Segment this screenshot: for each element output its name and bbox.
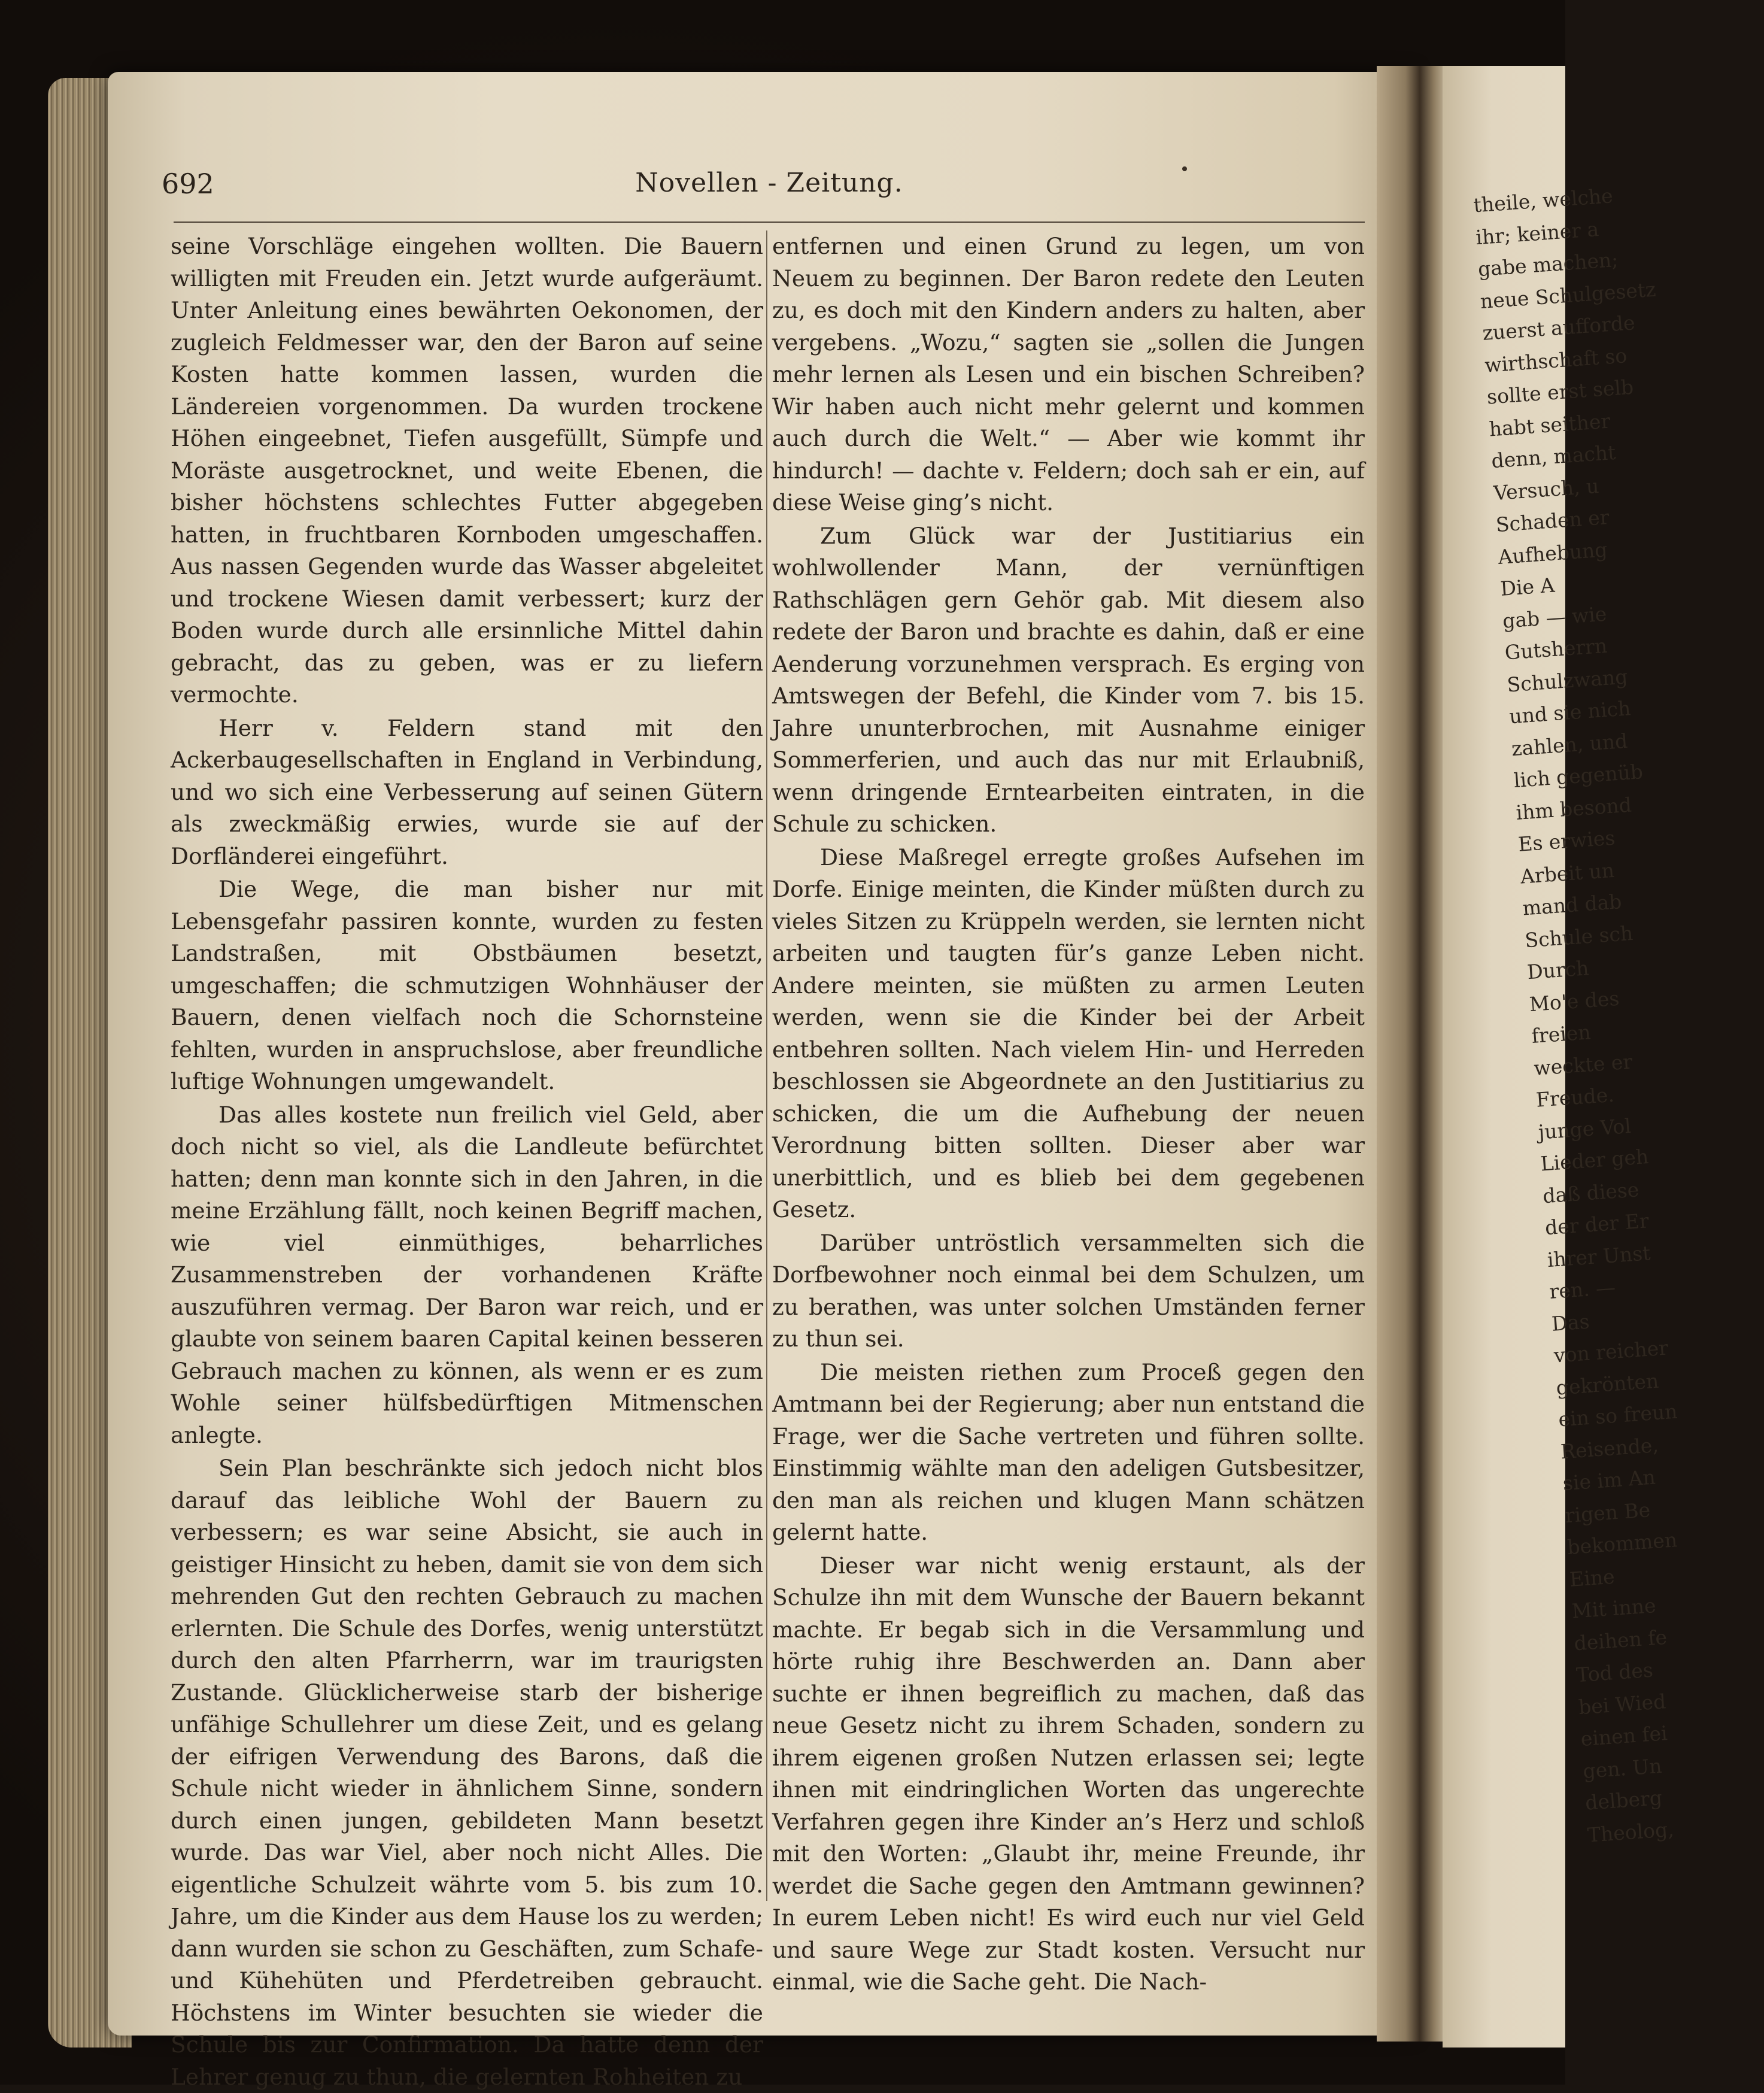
facing-page-line: Durch — [1526, 956, 1590, 984]
facing-page-line: und sie nich — [1508, 696, 1632, 729]
facing-page-line: Die A — [1499, 573, 1556, 600]
facing-page-line: Versuch, u — [1492, 474, 1600, 505]
paragraph: Dieser war nicht wenig erstaunt, als der Schulze ihn mit dem Wunsche der Bauern bekannt machte. Er begab sich in die Versammlung und hörte ruhig ihre Beschwerden an. Dann aber suchte er ihnen begreiflich zu machen, daß das neue Gesetz nicht zu ihrem Schaden, sondern zu ihrem eigenen großen Nutzen erlassen sei; legte ihnen mit eindringlichen Worten das ungerechte Verfahren gegen ihre Kinder an’s Herz und schloß mit den Worten: „Glaubt ihr, meine Freunde, ihr werdet die Sache gegen den Amtmann gewinnen? In eurem Leben nicht! Es wird euch nur viel Geld und saure Wege zur Stadt kosten. Versucht nur einmal, wie die Sache geht. Die Nach- — [772, 1552, 1365, 1995]
paragraph: Das alles kostete nun freilich viel Geld, aber doch nicht so viel, als die Landleute befürchtet hatten; denn man konnte sich in den Jahren, in die meine Erzählung fällt, noch keinen Begriff machen, wie viel einmüthiges, beharrliches Zusammenstreben der vorhandenen Kräfte auszuführen vermag. Der Baron war reich, und er glaubte von seinem baaren Capital keinen besseren Gebrauch machen zu können, als wenn er es zum Wohle seiner hülfsbedürftigen Mitmenschen anlegte. — [171, 1101, 763, 1448]
facing-page-line: rigen Be — [1564, 1497, 1651, 1527]
paragraph: Die Wege, die man bisher nur mit Lebensgefahr passiren konnte, wurden zu festen Landstraßen, mit Obstbäumen besetzt, umgeschaffen; die schmutzigen Wohnhäuser der Bauern, denen vielfach noch die Schornsteine fehlten, wurden in anspruchslose, aber freundliche luftige Wohnungen umgewandelt. — [171, 876, 763, 1094]
facing-page-line: Arbeit un — [1519, 858, 1616, 888]
facing-page-line: Mit inne — [1571, 1593, 1657, 1623]
facing-page-line: der der Er — [1544, 1209, 1650, 1240]
facing-page-line: ein so freun — [1557, 1399, 1678, 1431]
facing-page-line: deihen fe — [1573, 1625, 1668, 1655]
paragraph: Darüber untröstlich versammelten sich die Dorfbewohner noch einmal bei dem Schulzen, um zu berathen, was unter solchen Umständen ferner zu thun sei. — [772, 1229, 1365, 1352]
facing-page-line: mand dab — [1522, 890, 1623, 920]
facing-page-line: gen. Un — [1582, 1754, 1663, 1783]
facing-page — [1443, 66, 1678, 2048]
facing-page-line: Reisende, — [1559, 1433, 1660, 1463]
facing-page-line: Schule sch — [1524, 921, 1634, 952]
facing-page-line: sie im An — [1562, 1465, 1656, 1496]
facing-page-line: freien — [1531, 1020, 1592, 1048]
header-rule — [174, 222, 1365, 223]
facing-page-line: delberg — [1584, 1785, 1663, 1815]
facing-page-line: Schaden er — [1495, 505, 1610, 537]
facing-page-line: gekrönten — [1555, 1369, 1660, 1400]
journal-title: Novellen - Zeitung. — [635, 168, 903, 198]
page-number: 692 — [162, 168, 214, 200]
facing-page-line: Aufhebung — [1497, 537, 1608, 569]
facing-page-line: denn, macht — [1490, 440, 1617, 473]
facing-page-line: junge Vol — [1537, 1114, 1632, 1144]
facing-page-line: zahlen, und — [1510, 729, 1629, 760]
paragraph: Zum Glück war der Justitiarius ein wohlwollender Mann, der vernünftigen Rathschlägen gern Gehör gab. Mit diesem also redete der Baron und brachte es dahin, daß er eine Aenderung vorzunehmen versprach. Es erging von Amtswegen der Befehl, die Kinder vom 7. bis 15. Jahre ununterbrochen, mit Ausnahme einiger Sommerferien, und auch das nur mit Erlaubniß, wenn dringende Erntearbeiten eintraten, in die Schule zu schicken. — [772, 522, 1365, 837]
column-divider — [766, 230, 767, 1901]
facing-page-text — [1443, 177, 1764, 1853]
paragraph: Die meisten riethen zum Proceß gegen den Amtmann bei der Regierung; aber nun entstand die Frage, wer die Sache vertreten und führen sollte. Einstimmig wählte man den adeligen Gutsbesitzer, den man als reichen und klugen Mann schätzen gelernt hatte. — [772, 1358, 1365, 1545]
facing-page-line: theile, welche — [1472, 184, 1614, 217]
right-column — [772, 230, 1365, 1995]
left-column — [171, 230, 763, 2090]
book-gutter — [1377, 66, 1449, 2042]
paragraph: seine Vorschläge eingehen wollten. Die Bauern willigten mit Freuden ein. Jetzt wurde aufgeräumt. Unter Anleitung eines bewährten Oekonomen, der zugleich Feldmesser war, den der Baron auf seine Kosten hatte kommen lassen, wurden die Ländereien vorgenommen. Da wurden trockene Höhen eingeebnet, Tiefen ausgefüllt, Sümpfe und Moräste ausgetrocknet, und weite Ebenen, die bisher höchstens schlechtes Futter abgegeben hatten, in fruchtbaren Kornboden umgeschaffen. Aus nassen Gegenden wurde das Wasser abgeleitet und trockene Wiesen damit verbessert; kurz der Boden wurde durch alle ersinnliche Mittel dahin gebracht, das zu geben, was er zu liefern vermochte. — [171, 233, 763, 708]
paragraph: Sein Plan beschränkte sich jedoch nicht blos darauf das leibliche Wohl der Bauern zu verbessern; es war seine Absicht, sie auch in geistiger Hinsicht zu heben, damit sie von dem sich mehrenden Gut den rechten Gebrauch zu machen erlernten. Die Schule des Dorfes, wenig unterstützt durch den alten Pfarrherrn, war im traurigsten Zustande. Glücklicherweise starb der bisherige unfähige Schullehrer um diese Zeit, und es gelang der eifrigen Verwendung des Barons, daß die Schule nicht wieder in ähnlichem Sinne, sondern durch einen jungen, gebildeten Mann besetzt wurde. Das war Viel, aber noch nicht Alles. Die eigentliche Schulzeit währte vom 5. bis zum 10. Jahre, um die Kinder aus dem Hause los zu werden; dann wurden sie schon zu Geschäften, zum Schafe- und Kühehüten und Pferdetreiben gebraucht. Höchstens im Winter besuchten sie wieder die Schule bis zur Confirmation. Da hatte denn der Lehrer genug zu thun, die gelernten Rohheiten zu — [171, 1455, 763, 2090]
facing-page-line: gabe machen; — [1477, 247, 1619, 281]
paragraph: entfernen und einen Grund zu legen, um von Neuem zu beginnen. Der Baron redete den Leuten zu, es doch mit den Kindern anders zu halten, aber vergebens. „Wozu,“ sagten sie „sollen die Jungen mehr lernen als Lesen und ein bischen Schreiben? Wir haben auch nicht mehr gelernt und kommen auch durch die Welt.“ — Aber wie kommt ihr hindurch! — dachte v. Feldern; doch sah er ein, auf diese Weise ging’s nicht. — [772, 233, 1365, 515]
paragraph: Herr v. Feldern stand mit den Ackerbaugesellschaften in England in Verbindung, und wo sich eine Verbesserung auf seinen Gütern als zweckmäßig erwies, wurde sie auf der Dorfländerei eingeführt. — [171, 714, 763, 869]
facing-page-line: ren. — — [1549, 1275, 1617, 1303]
paragraph: Diese Maßregel erregte großes Aufsehen im Dorfe. Einige meinten, die Kinder müßten durch zu vieles Sitzen zu Krüppeln werden, sie lernten nicht arbeiten und taugten für’s ganze Leben nicht. Andere meinten, sie müßten zu armen Leuten werden, wenn sie die Kinder bei der Arbeit entbehren sollten. Nach vielem Hin- und Herreden beschlossen sie Abgeordnete an den Justitiarius zu schicken, die um die Aufhebung der neuen Verordnung bitten sollten. Dieser aber war unerbittlich, und es blieb bei dem gegebenen Gesetz. — [772, 844, 1365, 1223]
facing-page-line: habt seither — [1488, 408, 1611, 441]
facing-page-line: bei Wied — [1577, 1689, 1667, 1719]
facing-page-line: ihm besond — [1515, 793, 1632, 824]
facing-page-line: Theolog, — [1586, 1817, 1675, 1847]
facing-page-line: Gutsherrn — [1504, 633, 1608, 665]
facing-page-line: gab — wie — [1501, 602, 1608, 633]
facing-page-line: daß diese — [1542, 1177, 1640, 1208]
facing-page-line: von reicher — [1553, 1336, 1669, 1367]
facing-page-line: bekommen — [1566, 1528, 1678, 1559]
facing-page-line: sollte erst selb — [1486, 375, 1635, 409]
facing-page-line: ihrer Unst — [1546, 1240, 1651, 1272]
facing-page-line: zuerst aufforde — [1481, 311, 1636, 345]
paper-speck — [1182, 166, 1187, 171]
facing-page-line: Das — [1550, 1309, 1590, 1336]
facing-page-line: Eine — [1568, 1564, 1616, 1591]
facing-page-line: neue Schulgesetz — [1479, 277, 1657, 313]
facing-page-line: wirthschaft so — [1484, 343, 1628, 377]
facing-page-line: einen fei — [1580, 1721, 1668, 1751]
facing-page-line: weckte er — [1533, 1049, 1634, 1080]
facing-page-line: Freude. — [1535, 1082, 1615, 1112]
facing-page-line: Es erwies — [1517, 826, 1616, 856]
facing-page-line: ihr; keiner a — [1475, 217, 1600, 249]
facing-page-line: lich gegenüb — [1513, 760, 1644, 793]
facing-page-line: Schulzwang — [1506, 664, 1629, 696]
facing-page-line: Tod des — [1575, 1658, 1654, 1687]
facing-page-line: Mo'e des — [1528, 986, 1620, 1016]
facing-page-line: Lieder geh — [1540, 1144, 1650, 1176]
running-head — [162, 168, 1377, 216]
